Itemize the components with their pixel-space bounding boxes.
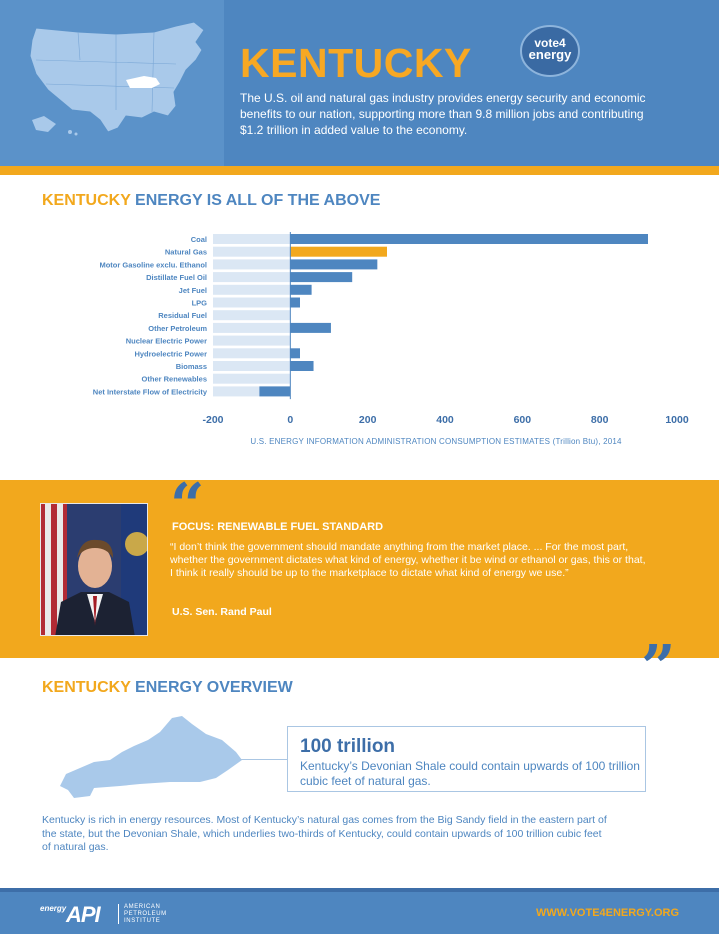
chart-category-label: Jet Fuel <box>178 285 207 295</box>
api-logo-mark: API <box>66 902 100 927</box>
chart-bar <box>290 272 352 282</box>
chart-bar <box>290 247 387 257</box>
chart-row-background <box>213 272 290 282</box>
section-heading-overview <box>42 679 293 697</box>
chart-tick-label: 800 <box>590 414 609 427</box>
chart-tick-label: -200 <box>202 414 224 427</box>
chart-row-background <box>213 234 290 244</box>
chart-category-label: Net Interstate Flow of Electricity <box>92 387 207 397</box>
focus-title: FOCUS: RENEWABLE FUEL STANDARD <box>172 521 384 533</box>
chart-tick-label: 600 <box>513 414 532 427</box>
chart-bar <box>290 234 648 244</box>
chart-bar <box>290 259 377 269</box>
chart-row-background <box>213 310 290 320</box>
shale-callout <box>287 726 646 792</box>
chart-bar <box>290 361 313 371</box>
chart-category-label: LPG <box>191 298 207 308</box>
badge-line2: energy <box>528 47 572 62</box>
section-heading-energy-mix <box>42 192 380 210</box>
callout-connector <box>240 759 287 760</box>
heading-rest: ENERGY IS ALL OF THE ABOVE <box>130 192 381 209</box>
api-logo-prefix: energy <box>40 904 67 913</box>
us-map-panel <box>0 0 224 166</box>
chart-category-label: Hydroelectric Power <box>134 349 207 359</box>
badge-text <box>520 37 580 61</box>
chart-row-background <box>213 259 290 269</box>
chart-bar <box>290 285 311 295</box>
chart-category-label: Coal <box>190 235 207 244</box>
callout-figure: 100 trillion <box>300 736 396 757</box>
focus-author: U.S. Sen. Rand Paul <box>172 606 272 618</box>
chart-tick-label: 200 <box>358 414 377 427</box>
chart-bar <box>290 298 300 308</box>
chart-category-label: Biomass <box>175 362 207 371</box>
heading-highlight: KENTUCKY <box>42 679 131 696</box>
heading-rest: ENERGY OVERVIEW <box>130 679 293 696</box>
chart-tick-label: 0 <box>287 414 294 427</box>
open-quote-icon: “ <box>170 471 205 541</box>
api-logo-name: AMERICAN PETROLEUM INSTITUTE <box>124 904 167 924</box>
chart-caption: U.S. ENERGY INFORMATION ADMINISTRATION CONSUMPTION ESTIMATES (Trillion Btu), 2014 <box>250 437 622 446</box>
chart-row-background <box>213 348 290 358</box>
chart-tick-label: 400 <box>436 414 454 427</box>
chart-row-background <box>213 361 290 371</box>
chart-category-label: Natural Gas <box>164 247 207 257</box>
chart-row-background <box>213 336 290 346</box>
chart-category-label: Residual Fuel <box>158 311 207 321</box>
chart-row-background <box>213 285 290 295</box>
state-title: KENTUCKY <box>240 40 472 86</box>
chart-row-background <box>213 247 290 257</box>
chart-category-label: Other Renewables <box>141 374 207 384</box>
header-accent-bar <box>0 166 719 175</box>
chart-bar <box>290 323 331 333</box>
chart-row-background <box>213 374 290 384</box>
us-map-icon <box>26 20 216 140</box>
focus-quote: “I don’t think the government should mandate anything from the market place. ... For the most part, whether the government dictates what kind of energy, whether it be wind or ethanol or gas, this or that, I think it really should be up to the marketplace to dictate what kind of energy we use.” <box>170 541 646 579</box>
chart-bar <box>290 348 300 358</box>
api-logo-separator <box>118 904 119 924</box>
chart-category-label: Motor Gasoline exclu. Ethanol <box>99 260 207 270</box>
chart-category-label: Nuclear Electric Power <box>125 336 207 346</box>
chart-row-background <box>213 323 290 333</box>
vote4energy-badge[interactable] <box>520 25 580 77</box>
chart-bar <box>259 386 290 396</box>
chart-tick-label: 1000 <box>665 414 689 427</box>
overview-paragraph: Kentucky is rich in energy resources. Most of Kentucky’s natural gas comes from the Big Sandy field in the eastern part of the state, but the Devonian Shale, which underlies two-thirds of Kentucky, could contain upwards of 100 trillion cubic feet of natural gas. <box>42 814 607 853</box>
chart-row-background <box>213 298 290 308</box>
close-quote-icon: ” <box>641 633 676 703</box>
badge-line1: vote4 <box>534 36 566 50</box>
energy-consumption-chart <box>0 225 719 430</box>
heading-highlight: KENTUCKY <box>42 192 131 209</box>
chart-category-label: Other Petroleum <box>148 323 207 333</box>
header-description: The U.S. oil and natural gas industry provides energy security and economic benefits to our nation, supporting more than 9.8 million jobs and contributing $1.2 trillion in added value to the economy. <box>240 91 646 137</box>
footer-url-link[interactable]: WWW.VOTE4ENERGY.ORG <box>535 907 679 919</box>
senator-photo <box>40 503 148 636</box>
kentucky-map-icon <box>60 716 242 806</box>
chart-category-label: Distillate Fuel Oil <box>146 273 207 283</box>
callout-text: Kentucky’s Devonian Shale could contain upwards of 100 trillion cubic feet of natural gas. <box>300 759 640 788</box>
